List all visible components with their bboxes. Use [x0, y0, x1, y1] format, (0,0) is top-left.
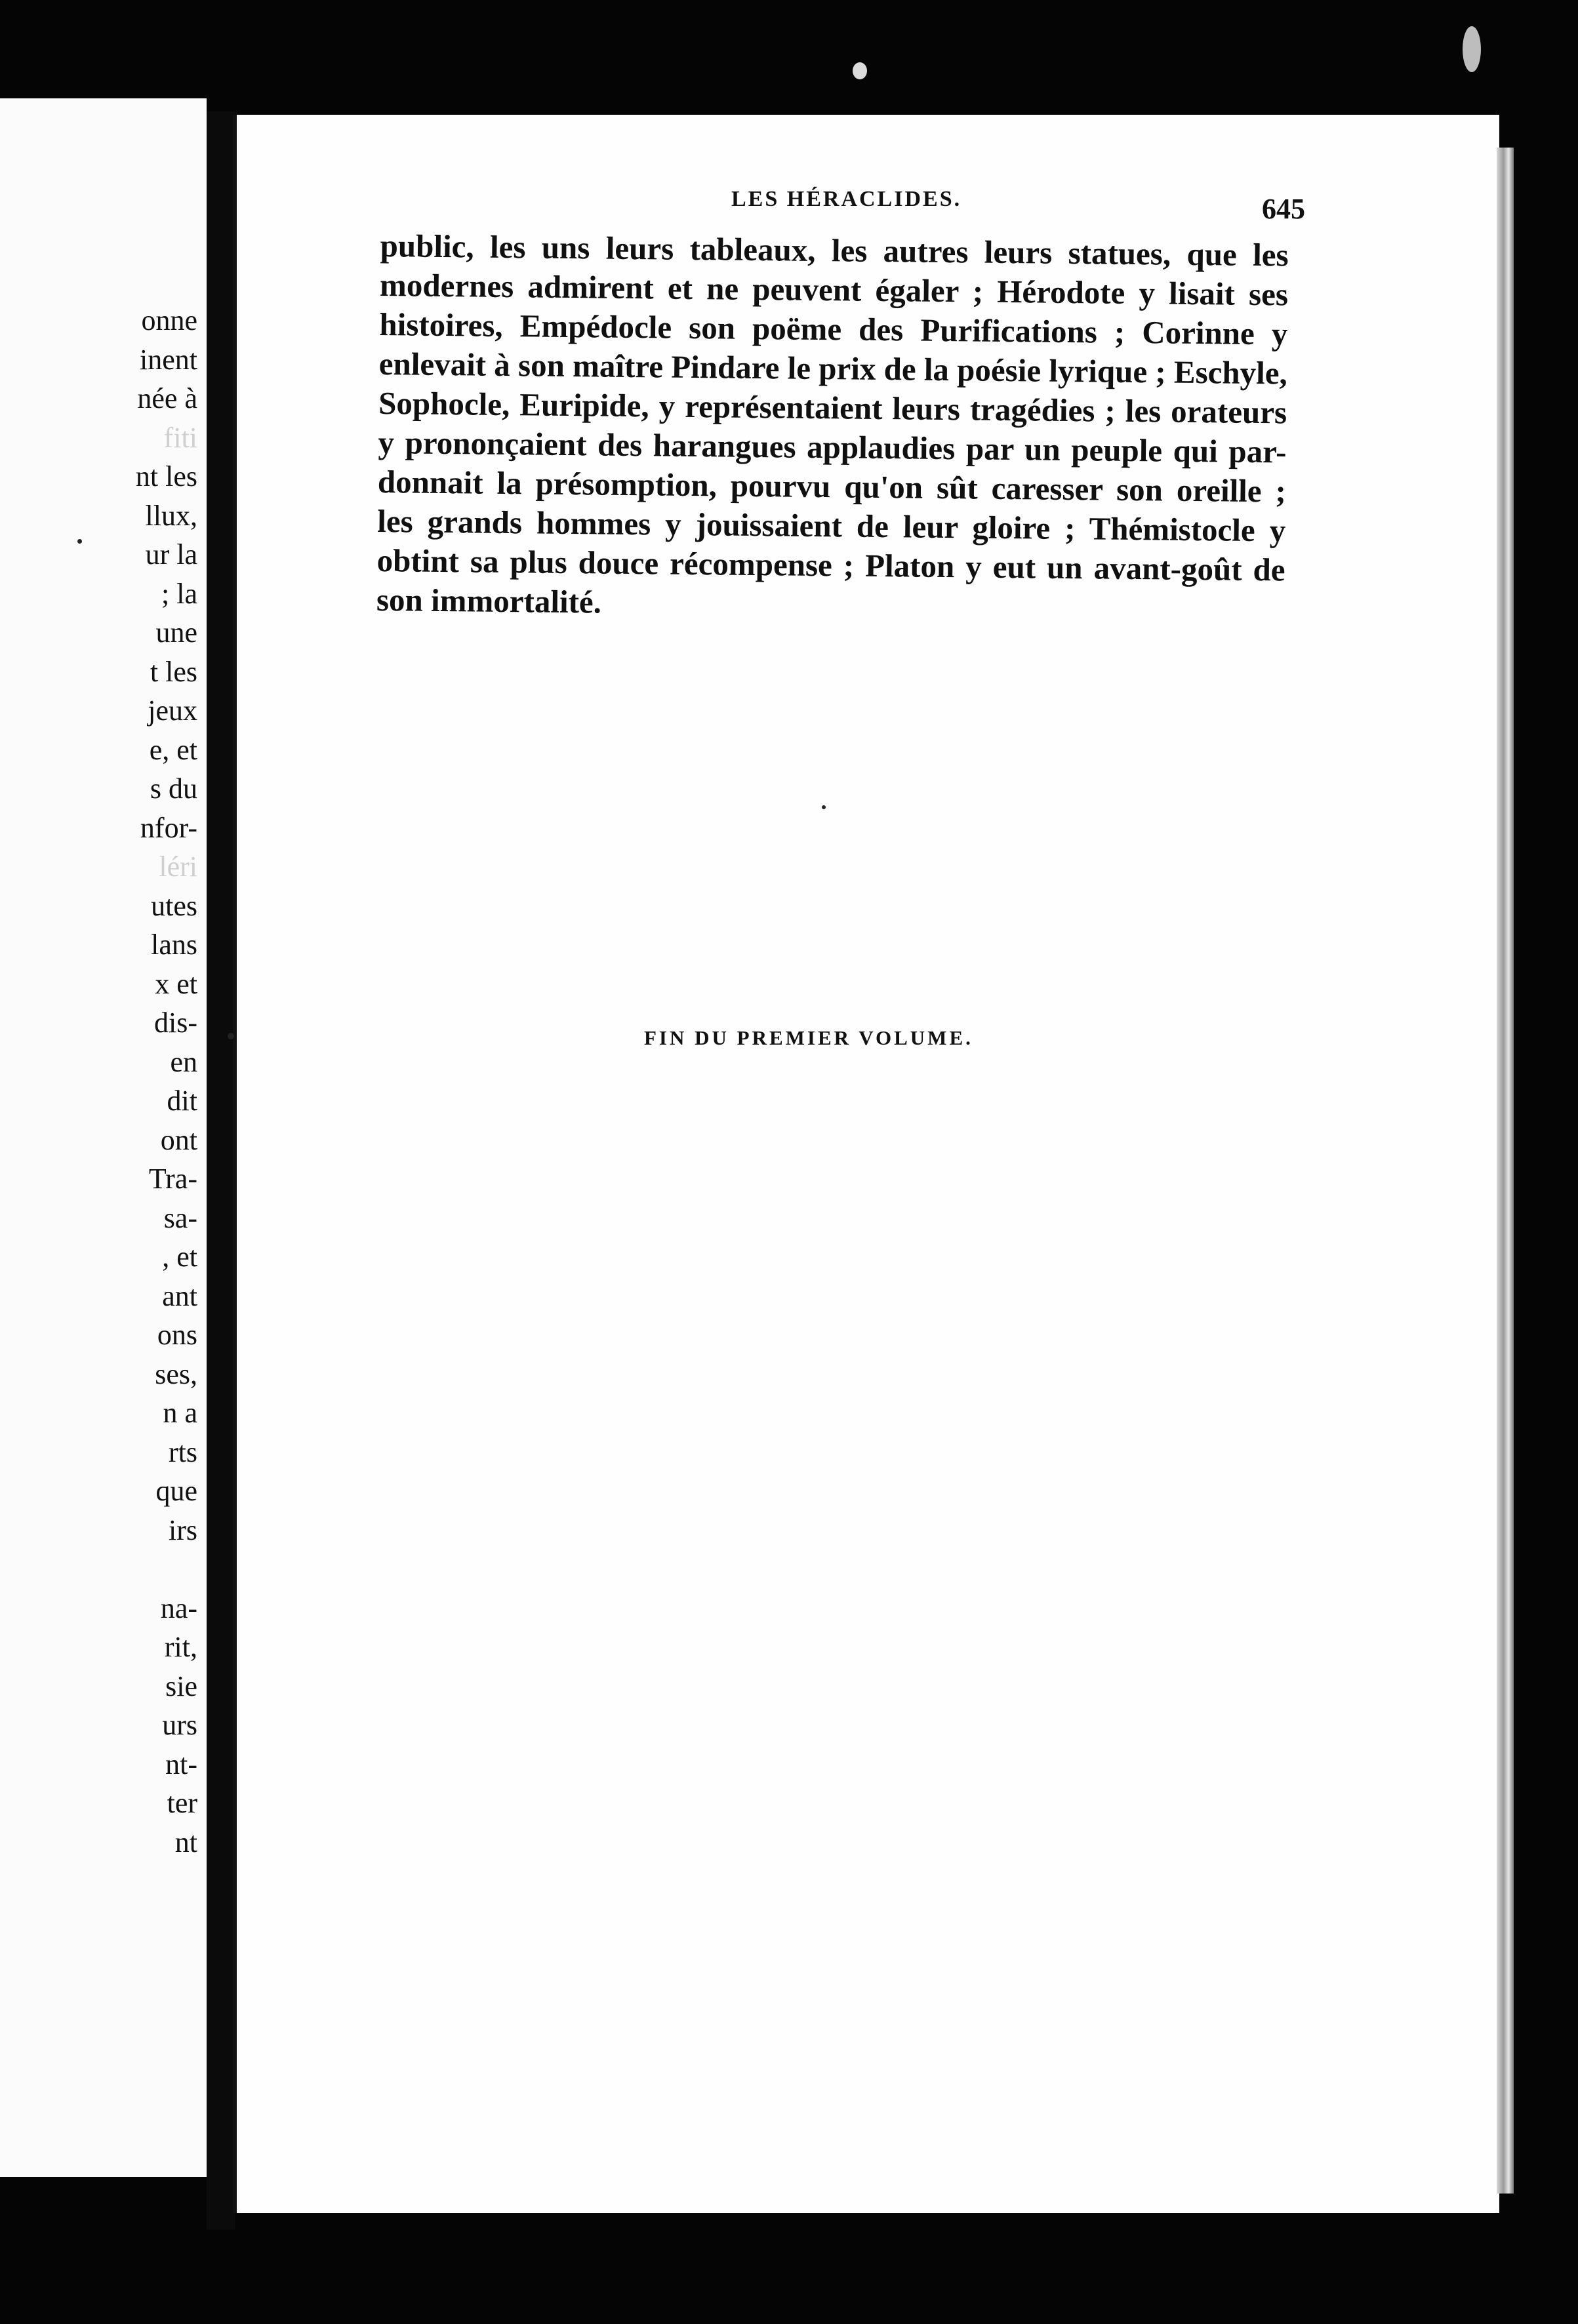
left-page-line-fragment: dis-: [154, 1007, 197, 1039]
left-page-line-fragment: nt les: [135, 460, 197, 492]
scan-speck: [77, 539, 82, 544]
left-page-line-fragment: nfor-: [140, 812, 197, 844]
left-page-line-fragment: rit,: [164, 1631, 197, 1663]
text-line: obtint sa plus douce récompense ; Platon y eut un avant-goût de: [376, 542, 1285, 588]
left-page-line-fragment: rts: [169, 1436, 197, 1468]
left-page-line-fragment: sie: [165, 1670, 197, 1702]
left-page-line-fragment: ses,: [155, 1358, 197, 1390]
text-line: histoires, Empédocle son poëme des Purifications ; Corinne y: [379, 306, 1288, 352]
left-page-line-fragment: utes: [151, 890, 197, 922]
page-number: 645: [1262, 193, 1305, 225]
end-of-volume-line: FIN DU PREMIER VOLUME.: [644, 1026, 973, 1049]
left-page-line-fragment: x et: [155, 968, 197, 1000]
text-line: donnait la présomption, pourvu qu'on sût caresser son oreille ;: [377, 463, 1287, 510]
left-page-line-fragment: sa-: [163, 1202, 197, 1234]
left-page-line-fragment: Tra-: [148, 1163, 197, 1195]
body-paragraph: [376, 226, 1289, 629]
scan-speck: [822, 805, 826, 809]
left-page-line-fragment: jeux: [148, 694, 197, 727]
left-page-line-fragment: nt: [174, 1826, 197, 1858]
left-page-line-fragment: ont: [160, 1124, 197, 1156]
left-page-line-fragment: nt-: [165, 1748, 197, 1780]
left-page-line-fragment: na-: [160, 1592, 197, 1624]
text-line: y prononçaient des harangues applaudies par un peuple qui par-: [378, 424, 1287, 470]
left-page-line-fragment: onne: [141, 304, 197, 336]
running-head: [364, 187, 1305, 226]
left-page-line-fragment: t les: [150, 656, 197, 688]
left-page-line-fragment: ur la: [145, 538, 197, 571]
scan-speck: [228, 1033, 234, 1039]
page-edge: [1497, 148, 1514, 2194]
text-line: public, les uns leurs tableaux, les autres leurs statues, que les: [380, 227, 1289, 273]
left-page-line-fragment: lans: [151, 929, 197, 961]
left-page-line-fragment: dit: [167, 1085, 197, 1117]
scan-speck: [1463, 26, 1481, 72]
left-page-line-fragment: llux,: [145, 500, 197, 532]
left-page-line-fragment: fiti: [163, 422, 197, 454]
left-facing-page: [0, 98, 207, 2177]
left-page-line-fragment: irs: [169, 1514, 197, 1546]
left-page-line-fragment: e, et: [149, 734, 197, 766]
left-page-line-fragment: ons: [157, 1319, 197, 1351]
left-page-line-fragment: en: [170, 1046, 197, 1078]
left-page-line-fragment: ant: [162, 1280, 197, 1312]
running-title: LES HÉRACLIDES.: [731, 187, 962, 211]
text-line: enlevait à son maître Pindare le prix de la poésie lyrique ; Eschyle,: [378, 345, 1288, 391]
left-page-line-fragment: urs: [162, 1709, 197, 1741]
text-line: modernes admirent et ne peuvent égaler ; Hérodote y lisait ses: [379, 266, 1289, 313]
left-page-line-fragment: inent: [140, 344, 197, 376]
left-page-line-fragment: léri: [159, 851, 197, 883]
book-gutter: [207, 111, 235, 2230]
left-page-line-fragment: née à: [137, 382, 197, 414]
text-line: Sophocle, Euripide, y représentaient leurs tragédies ; les orateurs: [378, 384, 1287, 431]
left-page-line-fragment: ter: [167, 1787, 197, 1819]
text-line: les grands hommes y jouissaient de leur gloire ; Thémistocle y: [377, 502, 1286, 549]
left-page-line-fragment: ; la: [161, 578, 197, 610]
left-page-line-fragment: s du: [150, 772, 197, 805]
left-page-line-fragment: une: [155, 616, 197, 649]
text-line: son immortalité.: [376, 581, 602, 620]
left-page-line-fragment: que: [155, 1475, 197, 1507]
scan-speck: [853, 62, 867, 79]
left-page-line-fragment: n a: [163, 1397, 197, 1429]
left-page-line-fragment: , et: [162, 1241, 197, 1273]
